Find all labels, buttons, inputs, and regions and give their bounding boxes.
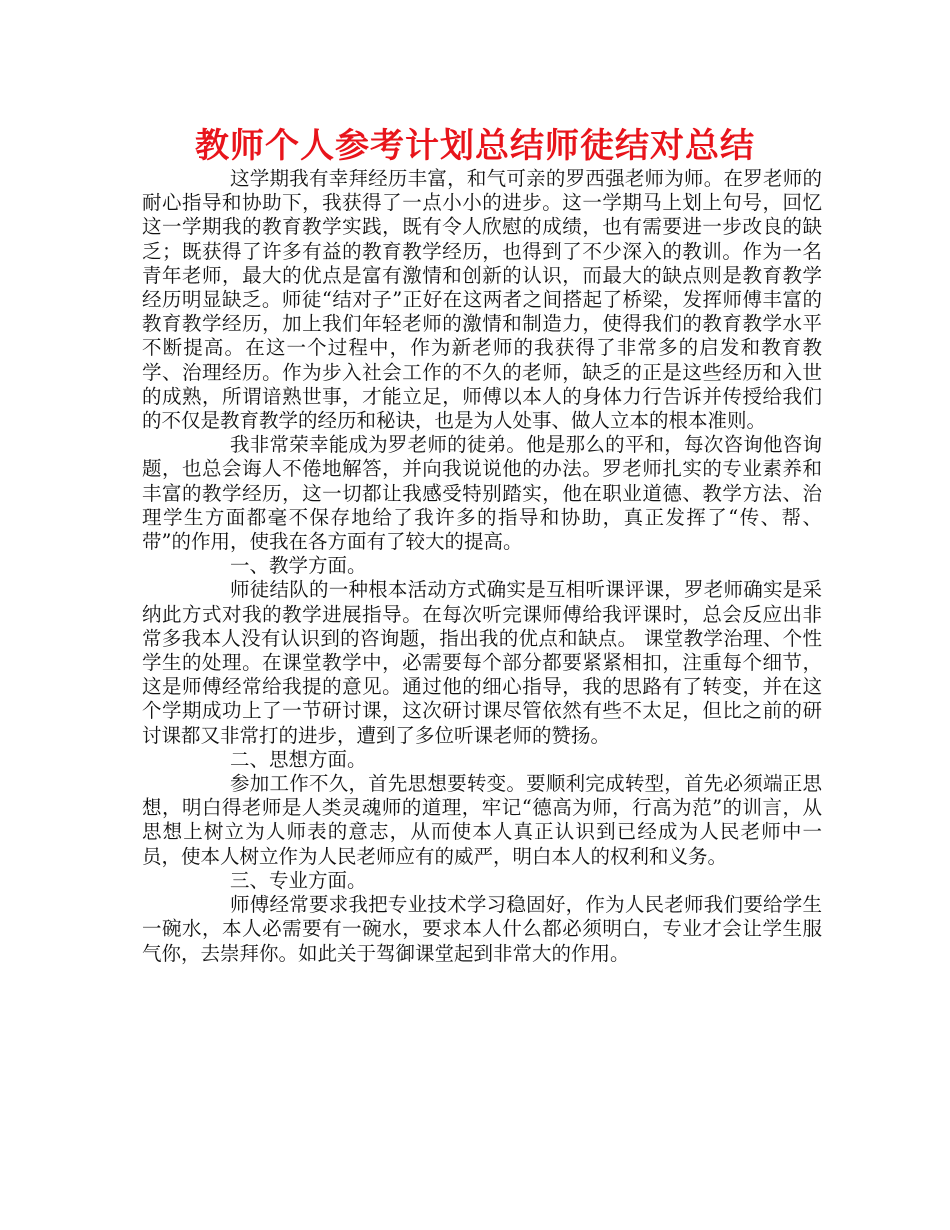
paragraph-professional: 师傅经常要求我把专业技术学习稳固好，作为人民老师我们要给学生一碗水，本人必需要有一碗水，要求本人什么都必须明白，专业才会让学生服气你，去崇拜你。如此关于驾御课堂起到非常大的作用。 (142, 893, 822, 965)
paragraph-thought: 参加工作不久，首先思想要转变。要顺利完成转型，首先必须端正思想，明白得老师是人类灵魂师的道理，牢记“德高为师，行高为范”的训言，从思想上树立为人师表的意志，从而使本人真正认识到已经成为人民老师中一员，使本人树立作为人民老师应有的威严，明白本人的权利和义务。 (142, 772, 822, 868)
section-heading-professional: 三、专业方面。 (230, 868, 367, 892)
paragraph-honor: 我非常荣幸能成为罗老师的徒弟。他是那么的平和，每次咨询他咨询题，也总会诲人不倦地解答，并向我说说他的办法。罗老师扎实的专业素养和丰富的教学经历，这一切都让我感受特别踏实，他在职业道德、教学方法、治理学生方面都毫不保存地给了我许多的指导和协助，真正发挥了“传、帮、带”的作用，使我在各方面有了较大的提高。 (142, 433, 822, 554)
document-body (142, 167, 822, 966)
section-heading-teaching: 一、教学方面。 (230, 554, 367, 578)
section-heading-thought: 二、思想方面。 (230, 747, 367, 771)
paragraph-intro: 这学期我有幸拜经历丰富，和气可亲的罗西强老师为师。在罗老师的耐心指导和协助下，我获得了一点小小的进步。这一学期马上划上句号，回忆这一学期我的教育教学实践，既有令人欣慰的成绩，也有需要进一步改良的缺乏；既获得了许多有益的教育教学经历，也得到了不少深入的教训。作为一名青年老师，最大的优点是富有激情和创新的认识，而最大的缺点则是教育教学经历明显缺乏。师徒“结对子”正好在这两者之间搭起了桥梁，发挥师傅丰富的教育教学经历，加上我们年轻老师的激情和制造力，使得我们的教育教学水平不断提高。在这一个过程中，作为新老师的我获得了非常多的启发和教育教学、治理经历。作为步入社会工作的不久的老师，缺乏的正是这些经历和入世的成熟，所谓谙熟世事，才能立足，师傅以本人的身体力行告诉并传授给我们的不仅是教育教学的经历和秘诀，也是为人处事、做人立本的根本准则。 (142, 167, 822, 433)
paragraph-teaching: 师徒结队的一种根本活动方式确实是互相听课评课，罗老师确实是采纳此方式对我的教学进展指导。在每次听完课师傅给我评课时，总会反应出非常多我本人没有认识到的咨询题，指出我的优点和缺点。 课堂教学治理、个性学生的处理。在课堂教学中，必需要每个部分都要紧紧相扣，注重每个细节，这是师傅经常给我提的意见。通过他的细心指导，我的思路有了转变，并在这个学期成功上了一节研讨课，这次研讨课尽管依然有些不太足，但比之前的研讨课都又非常打的进步，遭到了多位听课老师的赞扬。 (142, 578, 822, 747)
document-title: 教师个人参考计划总结师徒结对总结 (195, 126, 755, 166)
